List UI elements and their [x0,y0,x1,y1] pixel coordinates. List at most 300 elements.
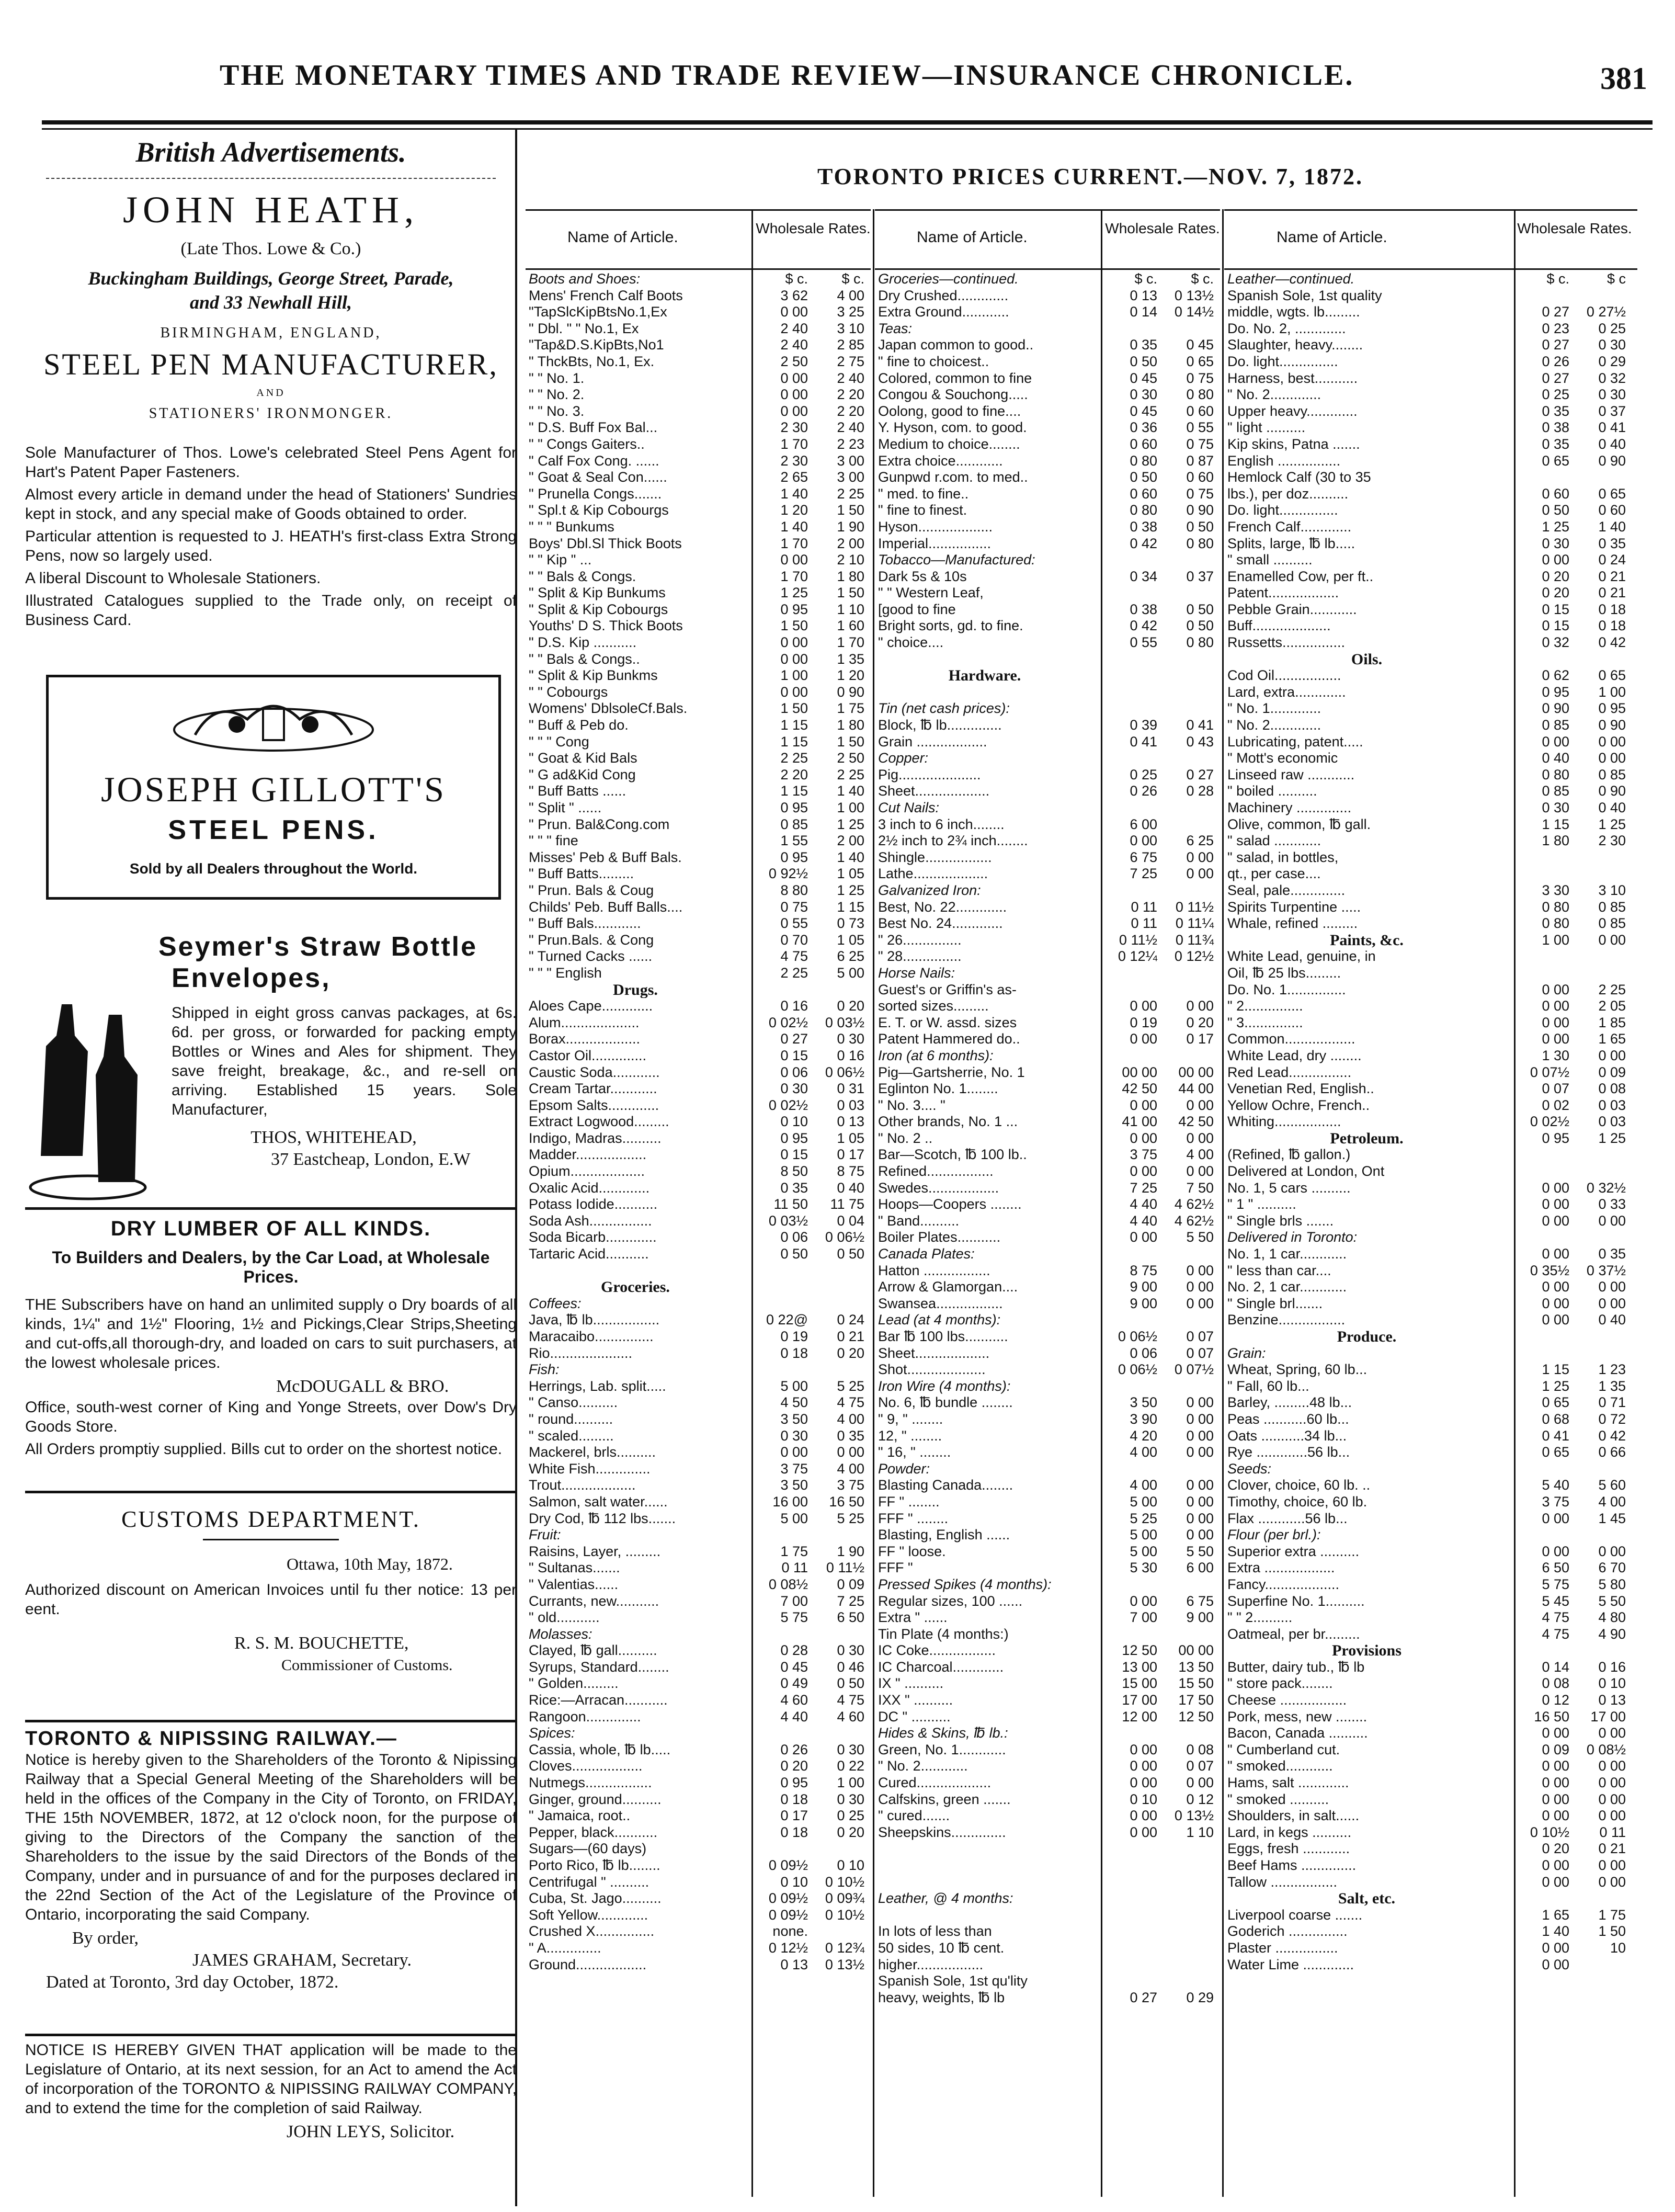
customs-date: Ottawa, 10th May, 1872. [287,1555,453,1573]
article-name: Leather—continued. [1227,271,1355,287]
article-name: " " " fine [529,833,578,849]
price-row [875,915,1220,932]
price-row [875,502,1220,519]
price-row [1224,1444,1637,1461]
article-name: Caustic Soda............ [529,1064,660,1080]
rate-high: 0 09¾ [825,1890,864,1907]
price-row [526,1758,871,1775]
rate-high: 5 25 [837,1510,864,1526]
article-name: " round.......... [529,1411,613,1427]
article-name: " store pack........ [1227,1675,1333,1692]
price-row [526,1957,871,1973]
rate-high: 0 46 [837,1659,864,1675]
price-row [875,469,1220,486]
rate-low: 0 27 [1542,337,1569,353]
price-row [875,1362,1220,1378]
rate-low: 0 12 [1542,1692,1569,1708]
rate-high: 1 35 [1598,1378,1626,1394]
price-row [1224,1775,1637,1791]
article-name: " " No. 2. [529,387,585,403]
price-row [1224,1874,1637,1891]
article-name: " Buff Batts......... [529,866,634,882]
rate-low: 6 75 [1130,849,1157,865]
gillott-advert [46,675,501,900]
rate-high: 5 00 [837,965,864,981]
heath-address-2: and 33 Newhall Hill, [189,292,352,313]
article-name: Groceries—continued. [878,271,1019,287]
price-row [526,1130,871,1147]
rate-low: 1 50 [780,700,808,717]
article-name: Seeds: [1227,1460,1272,1477]
column-rule [1101,209,1102,2197]
article-name: Leather, @ 4 months: [878,1890,1013,1907]
price-row [875,1560,1220,1576]
rate-high: 0 00 [1186,1295,1214,1311]
price-row [875,1824,1220,1841]
rate-high: 0 00 [1186,1411,1214,1427]
price-row [875,1742,1220,1759]
price-row [875,602,1220,618]
article-name: No. 1, 1 car............ [1227,1246,1347,1262]
rate-low: 0 42 [1130,618,1157,634]
prices-title: TORONTO PRICES CURRENT.—NOV. 7, 1872. [817,164,1364,189]
article-name: Machinery .............. [1227,800,1352,815]
price-row [1224,502,1637,519]
rate-low: 0 00 [1130,1229,1157,1245]
notice-solicitor: JOHN LEYS, Solicitor. [287,2122,455,2141]
article-name: Regular sizes, 100 ...... [878,1593,1023,1609]
customs-advert [25,1480,517,1676]
price-row [875,321,1220,337]
rate-high: 6 25 [837,948,864,965]
rate-high: 4 90 [1598,1626,1626,1642]
rate-high: 0 18 [1598,601,1626,617]
price-row [526,1064,871,1081]
rate-low: 0 15 [1542,601,1569,617]
price-row [1224,1114,1637,1130]
price-row [526,1461,871,1478]
price-row [875,1990,1220,2006]
rate-low: 1 80 [1542,833,1569,849]
heath-name: JOHN HEATH, [123,189,419,231]
rate-high: 0 00 [1186,1279,1214,1295]
rate-low: 0 09½ [768,1907,808,1923]
rate-low: 8 75 [1130,1262,1157,1278]
rate-low: 2 40 [780,337,808,353]
gillott-crest-icon [164,688,383,761]
article-name: Gunpwd r.com. to med.. [878,469,1028,485]
rate-low: 0 14 [1542,1659,1569,1675]
article-name: " Split & Kip Cobourgs [529,601,668,617]
article-name: " " Congs Gaiters.. [529,436,645,452]
article-name: Congou & Souchong..... [878,387,1028,403]
rate-low: 3 75 [1130,1147,1157,1163]
article-name: Goderich ............... [1227,1923,1348,1939]
article-name: Timothy, choice, 60 lb. [1227,1493,1368,1510]
price-row [1224,1609,1637,1626]
article-name: Oolong, good to fine.... [878,403,1021,419]
rate-low: 0 85 [1542,783,1569,799]
rate-low: 1 55 [780,833,808,849]
rate-low: 3 50 [780,1411,808,1427]
gillott-product: STEEL PENS. [168,815,379,845]
rate-low: 0 00 [780,552,808,568]
rate-low: 3 90 [1130,1411,1157,1427]
rate-low: 0 45 [1130,370,1157,386]
rate-low: 7 25 [1130,866,1157,882]
rate-high: 2 00 [837,833,864,849]
price-row [875,354,1220,370]
article-name: " " " Cong [529,733,589,750]
rate-low: 0 18 [780,1345,808,1361]
rate-high: 0 45 [1186,337,1214,353]
rate-high: 0 21 [1598,585,1626,601]
article-name: Eggs, fresh ............ [1227,1841,1350,1857]
article-name: " 3............... [1227,1014,1303,1030]
article-name: Superfine No. 1.......... [1227,1593,1365,1609]
article-name: "TapSlcKipBtsNo.1,Ex [529,304,667,320]
article-name: " Jamaica, root.. [529,1808,631,1824]
article-name: lbs.), per doz.......... [1227,485,1349,502]
rate-low: 16 00 [772,1493,808,1510]
price-row [875,1345,1220,1362]
price-row [1224,321,1637,337]
rate-low: 0 00 [1130,1741,1157,1757]
header-rates: Wholesale Rates. [756,220,871,236]
price-row [875,634,1220,651]
price-row [526,453,871,470]
article-name: Tartaric Acid........... [529,1246,649,1262]
price-row [526,882,871,899]
price-row [526,1312,871,1329]
price-row [875,982,1220,999]
article-name: Whale, refined ......... [1227,915,1358,932]
price-row [875,519,1220,536]
rate-high: 1 45 [1598,1510,1626,1526]
rate-high: 1 25 [1598,1130,1626,1146]
rate-low: 0 26 [1542,353,1569,369]
rate-high: 0 90 [1186,502,1214,518]
rate-low: 0 30 [1542,535,1569,551]
rate-high: 2 00 [837,535,864,551]
lumber-firm: McDOUGALL & BRO. [276,1377,449,1396]
price-row [1224,1544,1637,1560]
price-rows [1224,271,1637,1973]
customs-name: R. S. M. BOUCHETTE, [234,1634,409,1653]
rate-low: 5 75 [1542,1576,1569,1592]
rate-high: 0 13 [1598,1692,1626,1708]
price-row [875,1048,1220,1064]
article-name: Linseed raw ............ [1227,766,1355,782]
rate-low: 0 50 [1130,469,1157,485]
rate-low: 0 50 [1542,502,1569,518]
article-name: Patent Hammered do.. [878,1031,1020,1047]
notice-body: NOTICE IS HEREBY GIVEN THAT application will be made to the Legislature of Ontario, at its next session, for an Act to amend the Act of incorporation of the TORONTO & NIPISSING RAILWAY COMPANY, and to extend the time for the completion of said Railway. [25,2041,517,2117]
article-name: Extract Logwood......... [529,1114,669,1130]
price-row [1224,569,1637,585]
rate-low: 0 40 [1542,750,1569,766]
article-name: Oil, ℔ 25 lbs......... [1227,965,1341,981]
price-row [526,1296,871,1312]
rate-low: 0 26 [1130,783,1157,799]
rate-high: 1 50 [837,733,864,750]
article-name: " Mott's economic [1227,750,1338,766]
article-name: Imperial................ [878,535,992,551]
page-number: 381 [1600,61,1647,96]
price-row [875,1923,1220,1940]
article-name: IXX " .......... [878,1692,953,1708]
article-name: Hyson................... [878,518,993,535]
rate-high: 0 00 [1598,1725,1626,1741]
rate-low: 0 00 [1542,1014,1569,1030]
rate-high: 0 00 [837,1444,864,1460]
article-name: " fine to choicest.. [878,353,989,369]
price-row [1224,1130,1637,1147]
rate-low: 0 00 [1542,1956,1569,1972]
rate-high: 0 12¾ [825,1939,864,1956]
article-name: Raisins, Layer, ......... [529,1543,661,1559]
article-name: Do. light............... [1227,353,1338,369]
price-row [526,899,871,916]
rate-high: 6 75 [1186,1593,1214,1609]
article-name: " Calf Fox Cong. ...... [529,452,659,469]
rate-low: 0 15 [1542,618,1569,634]
rate-high: 17 50 [1178,1692,1214,1708]
rate-high: 2 05 [1598,998,1626,1014]
rate-low: 0 35 [1130,337,1157,353]
rate-high: 5 25 [837,1378,864,1394]
price-rows [875,271,1220,2006]
article-name: " 28............... [878,948,962,965]
price-row [526,932,871,949]
article-name: 50 sides, 10 ℔ cent. [878,1939,1005,1956]
price-row [1224,1147,1637,1163]
column-rule [873,209,874,2197]
rate-low: 0 00 [1542,1196,1569,1212]
article-name: Nutmegs................. [529,1775,652,1791]
price-row [1224,998,1637,1015]
price-row [875,1213,1220,1230]
price-row [526,1246,871,1263]
heath-and: AND [256,387,286,399]
article-name: " No. 2............. [1227,717,1321,733]
price-row [1224,469,1637,486]
rate-low: 5 00 [1130,1493,1157,1510]
article-name: Rye .............56 lb... [1227,1444,1350,1460]
price-row [875,1576,1220,1593]
price-row [526,1857,871,1874]
rate-low: 2 50 [780,353,808,369]
rate-high: 4 75 [837,1394,864,1411]
price-row [526,1560,871,1576]
article-name: " scaled......... [529,1427,614,1444]
article-name: " Goat & Seal Con...... [529,469,667,485]
article-name: Slaughter, heavy........ [1227,337,1363,353]
price-row [1224,354,1637,370]
article-name: Benzine................. [1227,1312,1346,1328]
price-row [1224,387,1637,403]
rate-high: 0 11 [1599,1824,1626,1840]
price-row [1224,882,1637,899]
rate-high: 0 00 [1186,1510,1214,1526]
rate-high: 0 00 [1598,1543,1626,1559]
rate-low: 0 00 [1542,1295,1569,1311]
price-row [526,602,871,618]
article-name: " Sultanas....... [529,1560,620,1576]
article-name: " Turned Cacks ...... [529,948,653,965]
rate-high: 1 90 [837,518,864,535]
rate-low: 0 80 [1130,452,1157,469]
price-row [875,1907,1220,1924]
article-name: Currants, new........... [529,1593,659,1609]
article-name: Lard, in kegs .......... [1227,1824,1352,1840]
article-name: Extra .................. [1227,1560,1335,1576]
article-name: Tallow ................. [1227,1874,1338,1890]
rate-low: 0 13 [1130,287,1157,303]
price-row [875,783,1220,800]
rate-low: 1 25 [1542,1378,1569,1394]
article-name: Oils. [1351,651,1383,668]
rate-high: 0 00 [1598,1874,1626,1890]
rate-low: 0 09 [1542,1741,1569,1757]
article-name: Spirits Turpentine ..... [1227,899,1361,915]
rate-low: 7 00 [1130,1609,1157,1626]
rate-low: 8 80 [780,882,808,898]
article-name: Olive, common, ℔ gall. [1227,816,1371,832]
price-row [875,1775,1220,1791]
article-name: Petroleum. [1330,1130,1404,1147]
rate-low: 2 25 [780,965,808,981]
rate-low: 0 07½ [1530,1064,1569,1080]
rate-high: 0 11½ [826,1560,864,1576]
rate-high: 16 50 [829,1493,864,1510]
price-row [1224,1857,1637,1874]
price-row [526,1411,871,1428]
rate-high: 5 50 [1186,1229,1214,1245]
rate-low: 4 00 [1130,1477,1157,1493]
rate-low: 0 23 [1542,320,1569,336]
rate-high: 0 00 [1186,1775,1214,1791]
article-name: No. 6, ℔ bundle ........ [878,1394,1013,1411]
price-row [526,1675,871,1692]
article-name: Opium................... [529,1163,645,1179]
rate-high: 0 12 [1186,1791,1214,1807]
rate-low: 1 70 [780,535,808,551]
article-name: " " " English [529,965,602,981]
rate-low: 0 18 [780,1824,808,1840]
article-name: Upper heavy............. [1227,403,1358,419]
article-name: Alum.................... [529,1014,640,1030]
price-row [1224,1923,1637,1940]
price-row [1224,1477,1637,1494]
rate-low: 1 00 [780,667,808,684]
rate-high: 0 00 [1598,1279,1626,1295]
rate-high: 13 50 [1178,1659,1214,1675]
rate-low: 4 40 [780,1708,808,1725]
rate-high: 0 03½ [825,1014,864,1030]
price-row [1224,684,1637,701]
heath-paragraph: Particular attention is requested to J. HEATH's first-class Extra Strong Pens, now so largely used. [25,528,517,564]
rate-low: 0 00 [1542,1808,1569,1824]
article-name: Lard, extra............. [1227,684,1346,700]
bottle-illustration-icon [25,983,156,1203]
rate-high: 0 33 [1598,1196,1626,1212]
masthead [0,0,1675,120]
price-row [526,734,871,751]
price-row [526,1709,871,1726]
article-name: Cheese ................. [1227,1692,1347,1708]
rate-high: 0 00 [1186,1527,1214,1543]
price-row [1224,1841,1637,1857]
seymer-advert [25,931,517,1171]
rate-high: 0 25 [837,1808,864,1824]
article-name: Seal, pale.............. [1227,882,1346,898]
rate-low: 0 35½ [1530,1262,1569,1278]
price-row [875,1312,1220,1329]
rate-high: 17 00 [1590,1708,1626,1725]
rate-low: 0 12¼ [1118,948,1157,965]
article-name: " Canso.......... [529,1394,618,1411]
rate-high: 0 40 [1598,436,1626,452]
rate-high: 0 00 [1186,1262,1214,1278]
rate-high: 0 07 [1186,1758,1214,1774]
price-row [526,337,871,354]
rate-low: 0 80 [1542,899,1569,915]
article-name: " Prun. Bals & Coug [529,882,654,898]
article-name: Cured................... [878,1775,992,1791]
price-row [875,1147,1220,1163]
price-row [1224,1279,1637,1296]
article-name: Lead (at 4 months): [878,1312,1001,1328]
rate-high: 0 85 [1598,915,1626,932]
article-name: " fine to finest. [878,502,967,518]
price-row [526,1114,871,1130]
article-name: Peas ...........60 lb... [1227,1411,1349,1427]
rate-high: 7 50 [1186,1179,1214,1196]
price-row [526,486,871,503]
article-name: Bacon, Canada .......... [1227,1725,1368,1741]
rate-high: 3 10 [1598,882,1626,898]
article-name: Centrifugal " .......... [529,1874,650,1890]
article-name: Borax................... [529,1031,641,1047]
rate-low: 0 00 [1130,1775,1157,1791]
price-row [1224,767,1637,784]
rate-high: 0 80 [1186,535,1214,551]
article-name: Superior extra .......... [1227,1543,1360,1559]
rate-high: 1 70 [837,634,864,651]
article-name: " Golden......... [529,1675,619,1692]
price-row [526,1279,871,1296]
rate-low: 17 00 [1122,1692,1157,1708]
price-row [875,1378,1220,1395]
price-row [526,1229,871,1246]
rate-high: 6 50 [837,1609,864,1626]
article-name: " Buff Batts ...... [529,783,626,799]
price-row [1224,436,1637,453]
price-row [875,1808,1220,1824]
rate-low: 1 15 [780,733,808,750]
article-name: " Prun.Bals. & Cong [529,932,654,948]
rate-high: 0 00 [1186,849,1214,865]
rate-high: 0 30 [837,1791,864,1807]
price-row [875,618,1220,634]
rate-high: 0 90 [837,684,864,700]
rate-high: 4 75 [837,1692,864,1708]
rate-high: 1 50 [1598,1923,1626,1939]
rate-low: 0 11½ [1119,932,1157,948]
rate-high: 0 03 [837,1097,864,1113]
price-row [526,618,871,634]
